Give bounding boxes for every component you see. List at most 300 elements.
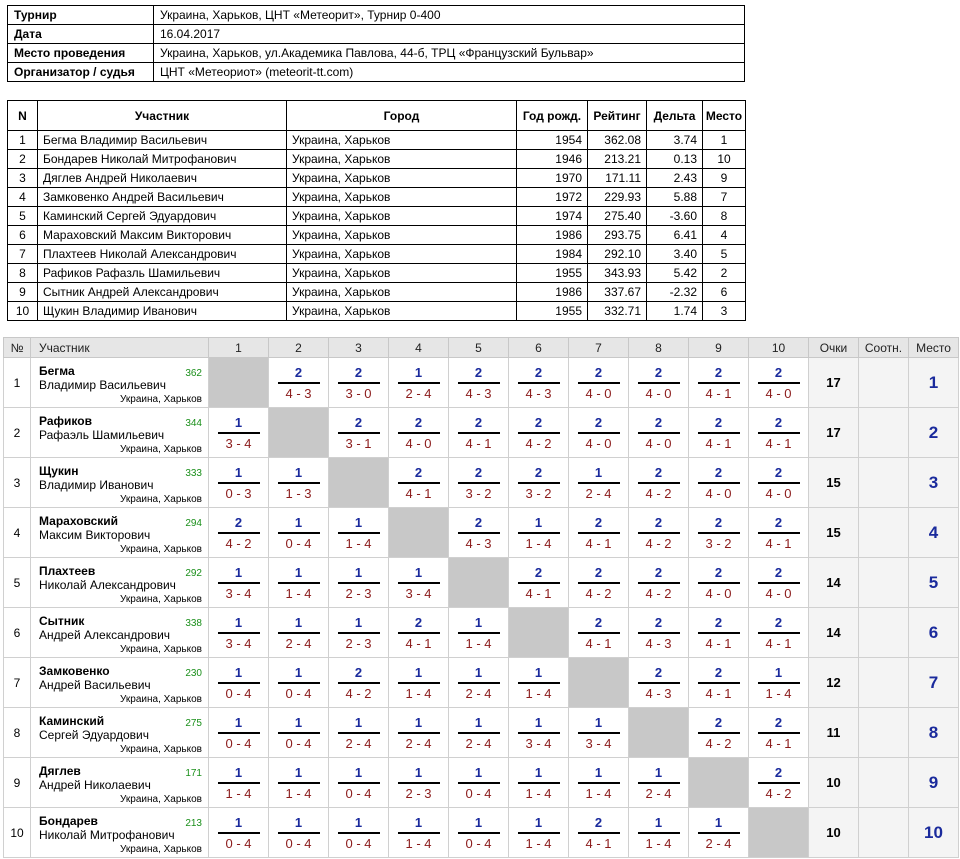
cross-place: 9 (909, 758, 959, 808)
result-divider (638, 382, 680, 384)
result-score: 4 - 2 (645, 585, 672, 601)
result-cell (269, 708, 329, 758)
participant-cell: 3.74 (647, 131, 703, 150)
result-divider (458, 682, 500, 684)
participant-cell: 1946 (517, 150, 588, 169)
player-last-name: Дяглев (39, 764, 81, 778)
info-value: Украина, Харьков, ЦНТ «Метеорит», Турнир 0-400 (154, 6, 745, 25)
result-points: 1 (234, 564, 243, 580)
result-cell (329, 608, 389, 658)
result-cell (689, 608, 749, 658)
result-points: 2 (714, 364, 723, 380)
result-points: 1 (474, 714, 483, 730)
result-points: 1 (414, 364, 423, 380)
player-city: Украина, Харьков (120, 394, 202, 405)
result-divider (518, 532, 560, 534)
result-cell (389, 558, 449, 608)
result-divider (218, 682, 260, 684)
result-divider (698, 382, 740, 384)
result-score: 0 - 4 (285, 685, 312, 701)
cross-row (4, 558, 959, 608)
participant-cell: 1 (703, 131, 746, 150)
result-cell (449, 758, 509, 808)
result-points: 2 (294, 364, 303, 380)
participant-row (8, 131, 746, 150)
cross-row-number: 6 (4, 608, 31, 658)
result-cell (329, 808, 389, 858)
result-points: 2 (714, 514, 723, 530)
result-points: 1 (414, 714, 423, 730)
result-divider (698, 582, 740, 584)
participant-cell: Мараховский Максим Викторович (38, 226, 287, 245)
cross-player-cell (31, 358, 209, 408)
result-divider (338, 682, 380, 684)
player-last-name: Бондарев (39, 814, 98, 828)
result-divider (578, 432, 620, 434)
result-score: 1 - 4 (285, 785, 312, 801)
result-divider (458, 482, 500, 484)
result-points: 1 (474, 764, 483, 780)
player-rating: 344 (185, 418, 202, 429)
result-score: 4 - 3 (465, 535, 492, 551)
cross-ratio (859, 708, 909, 758)
result-divider (518, 782, 560, 784)
result-cell (209, 508, 269, 558)
cross-ratio (859, 408, 909, 458)
cross-header-points: Очки (809, 338, 859, 358)
result-divider (698, 832, 740, 834)
result-divider (518, 682, 560, 684)
participant-row (8, 188, 746, 207)
result-points: 1 (294, 464, 303, 480)
result-score: 4 - 1 (705, 685, 732, 701)
participant-cell: Украина, Харьков (287, 169, 517, 188)
result-divider (278, 482, 320, 484)
result-divider (578, 582, 620, 584)
participant-cell: 6 (8, 226, 38, 245)
result-points: 1 (534, 514, 543, 530)
result-points: 1 (414, 564, 423, 580)
participant-cell: 3 (8, 169, 38, 188)
participant-cell: Рафиков Рафазль Шамильевич (38, 264, 287, 283)
result-score: 4 - 0 (705, 585, 732, 601)
result-cell (389, 358, 449, 408)
result-points: 1 (534, 664, 543, 680)
result-divider (338, 782, 380, 784)
result-points: 1 (234, 714, 243, 730)
result-cell (689, 558, 749, 608)
cross-header-opponent: 1 (209, 338, 269, 358)
info-row (8, 25, 745, 44)
player-city: Украина, Харьков (120, 544, 202, 555)
diagonal-cell (389, 508, 449, 558)
result-points: 1 (474, 664, 483, 680)
player-first-name: Владимир Иванович (39, 478, 154, 492)
result-divider (278, 732, 320, 734)
participants-header: Год рожд. (517, 101, 588, 131)
result-score: 4 - 0 (765, 485, 792, 501)
cross-player-cell (31, 458, 209, 508)
result-score: 4 - 2 (525, 435, 552, 451)
tournament-info-table (7, 5, 745, 82)
cross-row (4, 758, 959, 808)
result-divider (638, 532, 680, 534)
result-score: 1 - 4 (525, 685, 552, 701)
player-city: Украина, Харьков (120, 694, 202, 705)
result-divider (278, 832, 320, 834)
player-city: Украина, Харьков (120, 744, 202, 755)
info-key: Организатор / судья (8, 63, 154, 82)
result-points: 2 (534, 364, 543, 380)
result-divider (398, 832, 440, 834)
participants-header: Дельта (647, 101, 703, 131)
participant-cell: 5 (703, 245, 746, 264)
cross-player-cell (31, 808, 209, 858)
diagonal-cell (629, 708, 689, 758)
result-score: 1 - 4 (765, 685, 792, 701)
result-divider (398, 632, 440, 634)
result-divider (758, 482, 800, 484)
result-score: 1 - 4 (525, 535, 552, 551)
participant-cell: 1955 (517, 264, 588, 283)
result-score: 4 - 1 (405, 485, 432, 501)
result-points: 1 (294, 514, 303, 530)
result-divider (578, 482, 620, 484)
result-divider (398, 382, 440, 384)
result-cell (269, 508, 329, 558)
result-points: 1 (234, 464, 243, 480)
result-divider (758, 582, 800, 584)
result-cell (569, 608, 629, 658)
result-cell (749, 608, 809, 658)
cross-player-cell (31, 758, 209, 808)
result-score: 0 - 4 (225, 835, 252, 851)
player-rating: 213 (185, 818, 202, 829)
cross-header-opponent: 5 (449, 338, 509, 358)
result-points: 2 (414, 614, 423, 630)
result-divider (638, 832, 680, 834)
info-row (8, 44, 745, 63)
result-cell (389, 758, 449, 808)
result-cell (629, 658, 689, 708)
participant-cell: 292.10 (588, 245, 647, 264)
result-divider (338, 382, 380, 384)
player-last-name: Замковенко (39, 664, 110, 678)
cross-points: 17 (809, 358, 859, 408)
player-first-name: Максим Викторович (39, 528, 151, 542)
result-cell (329, 408, 389, 458)
result-cell (209, 758, 269, 808)
result-score: 4 - 1 (765, 435, 792, 451)
participant-cell: 8 (8, 264, 38, 283)
result-points: 2 (594, 564, 603, 580)
participant-cell: 362.08 (588, 131, 647, 150)
diagonal-cell (509, 608, 569, 658)
result-points: 2 (594, 364, 603, 380)
result-divider (218, 832, 260, 834)
result-cell (449, 808, 509, 858)
result-divider (218, 632, 260, 634)
result-cell (749, 708, 809, 758)
cross-row-number: 10 (4, 808, 31, 858)
cross-row (4, 408, 959, 458)
participant-cell: Замковенко Андрей Васильевич (38, 188, 287, 207)
participant-cell: 275.40 (588, 207, 647, 226)
cross-points: 14 (809, 608, 859, 658)
participant-cell: 1986 (517, 226, 588, 245)
result-cell (689, 708, 749, 758)
participant-cell: 343.93 (588, 264, 647, 283)
result-cell (629, 808, 689, 858)
cross-player-cell (31, 708, 209, 758)
result-points: 2 (714, 414, 723, 430)
result-cell (449, 408, 509, 458)
result-divider (218, 732, 260, 734)
result-cell (209, 658, 269, 708)
participant-cell: 10 (703, 150, 746, 169)
participant-cell: 4 (8, 188, 38, 207)
cross-ratio (859, 758, 909, 808)
result-cell (389, 408, 449, 458)
cross-header-player: Участник (31, 338, 209, 358)
result-score: 2 - 3 (405, 785, 432, 801)
result-score: 0 - 4 (285, 835, 312, 851)
participant-cell: 6 (703, 283, 746, 302)
info-key: Дата (8, 25, 154, 44)
result-score: 0 - 4 (225, 685, 252, 701)
participant-cell: Щукин Владимир Иванович (38, 302, 287, 321)
participant-cell: -3.60 (647, 207, 703, 226)
result-divider (638, 432, 680, 434)
player-rating: 333 (185, 468, 202, 479)
result-score: 1 - 4 (225, 785, 252, 801)
result-score: 2 - 4 (585, 485, 612, 501)
result-score: 1 - 4 (405, 835, 432, 851)
result-score: 4 - 2 (645, 485, 672, 501)
cross-header-ratio: Соотн. (859, 338, 909, 358)
result-score: 4 - 3 (285, 385, 312, 401)
participant-cell: 7 (703, 188, 746, 207)
player-rating: 171 (185, 768, 202, 779)
result-score: 3 - 4 (225, 635, 252, 651)
result-points: 2 (654, 614, 663, 630)
result-score: 1 - 3 (285, 485, 312, 501)
result-points: 2 (654, 514, 663, 530)
result-score: 2 - 3 (345, 585, 372, 601)
player-city: Украина, Харьков (120, 494, 202, 505)
result-points: 2 (534, 414, 543, 430)
cross-place: 3 (909, 458, 959, 508)
result-score: 4 - 2 (585, 585, 612, 601)
result-cell (749, 508, 809, 558)
result-points: 2 (654, 564, 663, 580)
result-divider (398, 732, 440, 734)
result-divider (218, 432, 260, 434)
player-last-name: Сытник (39, 614, 85, 628)
result-points: 2 (474, 364, 483, 380)
result-points: 1 (354, 564, 363, 580)
result-divider (518, 832, 560, 834)
cross-row-number: 1 (4, 358, 31, 408)
result-cell (209, 708, 269, 758)
cross-header-opponent: 4 (389, 338, 449, 358)
result-points: 2 (774, 714, 783, 730)
result-score: 4 - 1 (585, 635, 612, 651)
cross-row-number: 4 (4, 508, 31, 558)
result-cell (689, 458, 749, 508)
result-points: 2 (774, 764, 783, 780)
result-divider (398, 682, 440, 684)
result-score: 4 - 1 (705, 435, 732, 451)
result-cell (629, 358, 689, 408)
result-divider (458, 382, 500, 384)
result-score: 4 - 2 (705, 735, 732, 751)
result-cell (569, 508, 629, 558)
result-points: 2 (714, 614, 723, 630)
result-score: 3 - 2 (525, 485, 552, 501)
participant-cell: 2 (703, 264, 746, 283)
result-score: 1 - 4 (525, 835, 552, 851)
result-cell (509, 358, 569, 408)
result-score: 0 - 4 (345, 785, 372, 801)
participant-cell: 171.11 (588, 169, 647, 188)
participant-cell: 0.13 (647, 150, 703, 169)
result-cell (749, 658, 809, 708)
result-points: 2 (534, 564, 543, 580)
result-divider (578, 632, 620, 634)
player-rating: 338 (185, 618, 202, 629)
result-score: 0 - 4 (345, 835, 372, 851)
player-city: Украина, Харьков (120, 644, 202, 655)
result-score: 4 - 1 (525, 585, 552, 601)
participant-cell: Плахтеев Николай Александрович (38, 245, 287, 264)
result-points: 2 (414, 414, 423, 430)
result-cell (689, 358, 749, 408)
result-points: 2 (594, 814, 603, 830)
result-score: 3 - 4 (405, 585, 432, 601)
result-score: 0 - 4 (285, 735, 312, 751)
result-points: 1 (414, 664, 423, 680)
result-cell (629, 608, 689, 658)
info-key: Турнир (8, 6, 154, 25)
result-cell (509, 458, 569, 508)
result-cell (569, 458, 629, 508)
result-cell (749, 758, 809, 808)
result-points: 2 (714, 714, 723, 730)
result-cell (509, 408, 569, 458)
result-score: 2 - 3 (345, 635, 372, 651)
result-score: 4 - 1 (765, 635, 792, 651)
result-score: 3 - 2 (705, 535, 732, 551)
result-score: 0 - 4 (225, 735, 252, 751)
diagonal-cell (209, 358, 269, 408)
participant-cell: Бондарев Николай Митрофанович (38, 150, 287, 169)
participant-cell: 1 (8, 131, 38, 150)
result-score: 4 - 0 (645, 435, 672, 451)
result-points: 1 (354, 614, 363, 630)
result-points: 1 (594, 464, 603, 480)
result-cell (749, 458, 809, 508)
cross-points: 11 (809, 708, 859, 758)
result-score: 4 - 1 (585, 835, 612, 851)
result-cell (689, 808, 749, 858)
result-cell (449, 458, 509, 508)
cross-header-opponent: 10 (749, 338, 809, 358)
participant-cell: Украина, Харьков (287, 245, 517, 264)
result-points: 2 (714, 564, 723, 580)
result-score: 4 - 0 (405, 435, 432, 451)
result-score: 3 - 4 (225, 585, 252, 601)
result-points: 1 (414, 764, 423, 780)
result-cell (689, 508, 749, 558)
cross-ratio (859, 658, 909, 708)
participant-cell: 8 (703, 207, 746, 226)
result-cell (329, 758, 389, 808)
info-value: Украина, Харьков, ул.Академика Павлова, 44-б, ТРЦ «Французский Бульвар» (154, 44, 745, 63)
result-cell (209, 608, 269, 658)
result-divider (278, 582, 320, 584)
result-score: 4 - 2 (225, 535, 252, 551)
result-cell (449, 708, 509, 758)
player-first-name: Николай Митрофанович (39, 828, 175, 842)
cross-place: 2 (909, 408, 959, 458)
result-score: 2 - 4 (645, 785, 672, 801)
participant-cell: 2 (8, 150, 38, 169)
result-cell (629, 408, 689, 458)
result-score: 4 - 0 (705, 485, 732, 501)
participant-cell: 229.93 (588, 188, 647, 207)
result-points: 1 (594, 764, 603, 780)
participant-cell: Украина, Харьков (287, 188, 517, 207)
cross-place: 6 (909, 608, 959, 658)
result-divider (338, 582, 380, 584)
result-divider (338, 832, 380, 834)
result-score: 4 - 3 (645, 635, 672, 651)
result-score: 2 - 4 (405, 735, 432, 751)
result-cell (389, 808, 449, 858)
cross-row (4, 358, 959, 408)
player-city: Украина, Харьков (120, 594, 202, 605)
crosstable (3, 337, 959, 858)
participant-cell: 2.43 (647, 169, 703, 188)
result-divider (638, 582, 680, 584)
result-points: 1 (474, 614, 483, 630)
result-divider (518, 432, 560, 434)
result-divider (578, 732, 620, 734)
diagonal-cell (329, 458, 389, 508)
participants-table (7, 100, 746, 321)
result-score: 4 - 3 (465, 385, 492, 401)
result-points: 1 (234, 764, 243, 780)
participant-cell: 1984 (517, 245, 588, 264)
result-points: 1 (534, 764, 543, 780)
result-cell (329, 708, 389, 758)
result-score: 4 - 3 (645, 685, 672, 701)
result-score: 3 - 1 (345, 435, 372, 451)
participant-cell: 3 (703, 302, 746, 321)
participant-cell: Каминский Сергей Эдуардович (38, 207, 287, 226)
result-points: 1 (294, 614, 303, 630)
result-score: 1 - 4 (285, 585, 312, 601)
participant-cell: Украина, Харьков (287, 283, 517, 302)
result-score: 4 - 0 (645, 385, 672, 401)
result-score: 3 - 4 (525, 735, 552, 751)
result-score: 4 - 3 (525, 385, 552, 401)
result-divider (278, 682, 320, 684)
result-cell (749, 558, 809, 608)
result-divider (638, 682, 680, 684)
cross-points: 10 (809, 758, 859, 808)
